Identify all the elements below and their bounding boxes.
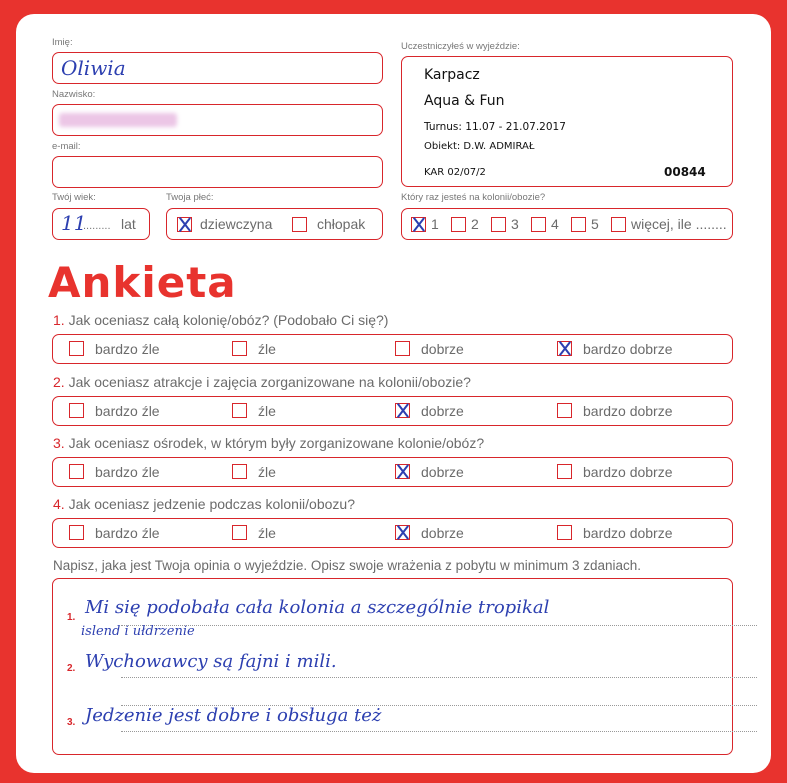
rating-checkbox-q2-2[interactable] — [232, 403, 247, 418]
stamp-turnus: Turnus: 11.07 - 21.07.2017 — [424, 121, 566, 133]
rating-option-label: dobrze — [421, 341, 464, 357]
age-value: 11 — [61, 211, 87, 235]
stamp-obiekt: Obiekt: D.W. ADMIRAŁ — [424, 141, 535, 152]
survey-title: Ankieta — [48, 258, 237, 307]
answer-line-1b: islend i ułdrzenie — [81, 624, 195, 639]
rating-checkbox-q2-4[interactable] — [557, 403, 572, 418]
rating-option-label: dobrze — [421, 525, 464, 541]
rating-checkbox-q1-3[interactable] — [395, 341, 410, 356]
opinion-box[interactable] — [52, 578, 733, 755]
question-3: 3. Jak oceniasz ośrodek, w którym były zorganizowane kolonie/obóz? — [53, 435, 485, 451]
which-time-option: 3 — [511, 216, 519, 232]
rating-checkbox-q3-4[interactable] — [557, 464, 572, 479]
which-time-checkbox-5[interactable] — [571, 217, 586, 232]
last-name-field[interactable] — [52, 104, 383, 136]
rating-checkbox-q2-1[interactable] — [69, 403, 84, 418]
gender-option-label: dziewczyna — [200, 216, 273, 232]
age-field[interactable] — [52, 208, 150, 240]
rating-option-label: bardzo źle — [95, 403, 160, 419]
writing-line — [121, 677, 757, 678]
first-name-value: Oliwia — [61, 56, 126, 80]
line-number: 1. — [67, 612, 76, 623]
rating-checkbox-q4-1[interactable] — [69, 525, 84, 540]
rating-option-label: bardzo źle — [95, 464, 160, 480]
rating-option-label: bardzo dobrze — [583, 464, 673, 480]
answer-line-3: Jedzenie jest dobre i obsługa też — [85, 705, 382, 726]
which-time-checkbox-more[interactable] — [611, 217, 626, 232]
which-time-option: 4 — [551, 216, 559, 232]
question-2: 2. Jak oceniasz atrakcje i zajęcia zorganizowane na kolonii/obozie? — [53, 374, 471, 390]
participation-label: Uczestniczyłeś w wyjeździe: — [401, 41, 520, 52]
which-time-option: więcej, ile ........ — [631, 216, 727, 232]
rating-checkbox-q1-2[interactable] — [232, 341, 247, 356]
rating-checkbox-q4-2[interactable] — [232, 525, 247, 540]
gender-field — [166, 208, 383, 240]
age-label: Twój wiek: — [52, 192, 96, 203]
last-name-label: Nazwisko: — [52, 89, 96, 100]
first-name-field[interactable] — [52, 52, 383, 84]
gender-checkbox-dziewczyna[interactable] — [177, 217, 192, 232]
gender-option-label: chłopak — [317, 216, 366, 232]
rating-option-label: źle — [258, 403, 276, 419]
rating-row-3 — [52, 457, 733, 487]
email-field[interactable] — [52, 156, 383, 188]
gender-checkbox-chlopak[interactable] — [292, 217, 307, 232]
which-time-option: 5 — [591, 216, 599, 232]
question-1: 1. Jak oceniasz całą kolonię/obóz? (Podobało Ci się?) — [53, 312, 389, 328]
rating-option-label: bardzo źle — [95, 341, 160, 357]
rating-row-1 — [52, 334, 733, 364]
rating-row-4 — [52, 518, 733, 548]
gender-label: Twoja płeć: — [166, 192, 214, 203]
rating-option-label: dobrze — [421, 403, 464, 419]
trip-stamp — [401, 56, 733, 187]
rating-option-label: bardzo dobrze — [583, 341, 673, 357]
which-time-field — [401, 208, 733, 240]
answer-line-2: Wychowawcy są fajni i mili. — [85, 651, 337, 672]
first-name-label: Imię: — [52, 37, 73, 48]
opinion-prompt: Napisz, jaka jest Twoja opinia o wyjeździe. Opisz swoje wrażenia z pobytu w minimum 3 zdaniach. — [53, 558, 642, 573]
which-time-checkbox-3[interactable] — [491, 217, 506, 232]
age-unit: lat — [121, 216, 136, 232]
which-time-option: 1 — [431, 216, 439, 232]
rating-checkbox-q1-1[interactable] — [69, 341, 84, 356]
question-4: 4. Jak oceniasz jedzenie podczas kolonii/obozu? — [53, 496, 355, 512]
rating-option-label: bardzo dobrze — [583, 403, 673, 419]
stamp-code: KAR 02/07/2 — [424, 167, 486, 178]
rating-checkbox-q3-3[interactable] — [395, 464, 410, 479]
stamp-number: 00844 — [664, 165, 706, 179]
rating-checkbox-q3-2[interactable] — [232, 464, 247, 479]
rating-option-label: bardzo źle — [95, 525, 160, 541]
email-label: e-mail: — [52, 141, 81, 152]
survey-sheet — [16, 14, 771, 773]
rating-checkbox-q4-3[interactable] — [395, 525, 410, 540]
line-number: 2. — [67, 663, 76, 674]
which-time-label: Który raz jesteś na kolonii/obozie? — [401, 192, 546, 203]
stamp-city: Karpacz — [424, 67, 480, 83]
age-dots: ......... — [83, 220, 111, 232]
which-time-checkbox-2[interactable] — [451, 217, 466, 232]
rating-option-label: źle — [258, 525, 276, 541]
redacted-surname — [59, 113, 177, 127]
which-time-checkbox-1[interactable] — [411, 217, 426, 232]
rating-checkbox-q1-4[interactable] — [557, 341, 572, 356]
rating-row-2 — [52, 396, 733, 426]
writing-line — [121, 731, 757, 732]
rating-checkbox-q4-4[interactable] — [557, 525, 572, 540]
stamp-program: Aqua & Fun — [424, 93, 505, 109]
writing-line — [121, 625, 757, 626]
rating-option-label: źle — [258, 341, 276, 357]
answer-line-1: Mi się podobała cała kolonia a szczególnie tropikal — [85, 597, 550, 618]
rating-option-label: źle — [258, 464, 276, 480]
which-time-option: 2 — [471, 216, 479, 232]
rating-checkbox-q2-3[interactable] — [395, 403, 410, 418]
rating-option-label: dobrze — [421, 464, 464, 480]
which-time-checkbox-4[interactable] — [531, 217, 546, 232]
rating-checkbox-q3-1[interactable] — [69, 464, 84, 479]
rating-option-label: bardzo dobrze — [583, 525, 673, 541]
line-number: 3. — [67, 717, 76, 728]
